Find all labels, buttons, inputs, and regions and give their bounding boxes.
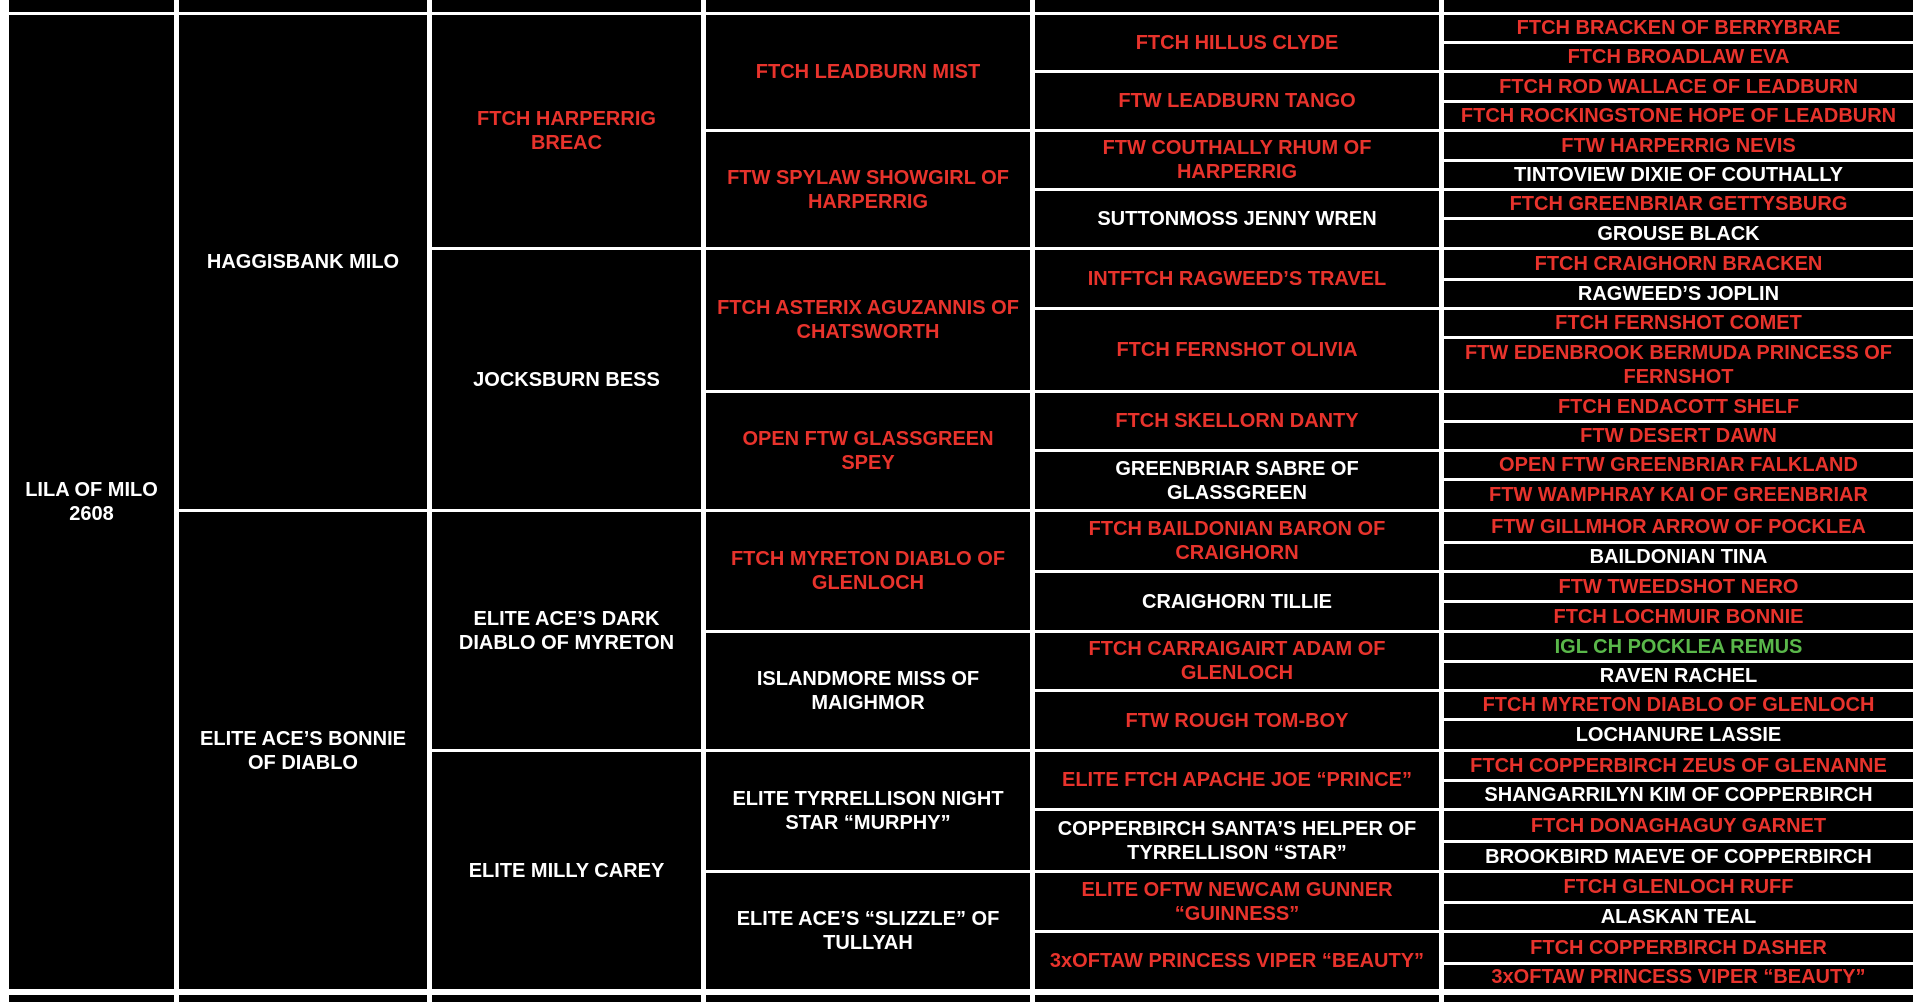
gen5-cell	[1444, 73, 1913, 100]
subject-name: LILA OF MILO 2608	[25, 479, 158, 525]
gen4-name: FTCH FERNSHOT OLIVIA	[1116, 339, 1358, 361]
gen5-name: FTCH GLENLOCH RUFF	[1563, 876, 1794, 898]
gen3-cell	[706, 752, 1030, 870]
gen5-name: BAILDONIAN TINA	[1589, 546, 1768, 568]
gen4-cell	[1035, 692, 1439, 749]
gen5-cell	[1444, 103, 1913, 129]
gen4-cell	[1035, 73, 1439, 129]
gen5-name: ALASKAN TEAL	[1600, 906, 1757, 928]
gen4-name: FTCH HILLUS CLYDE	[1135, 31, 1339, 54]
gen5-name: SHANGARRILYN KIM OF COPPERBIRCH	[1484, 784, 1873, 806]
gen3-cell	[706, 132, 1030, 247]
gen4-cell	[1035, 512, 1439, 570]
gen5-name: FTCH ENDACOTT SHELF	[1557, 395, 1800, 418]
gen4-name: FTCH SKELLORN DANTY	[1115, 410, 1359, 432]
gen5-cell	[1444, 965, 1913, 989]
gen1-cell	[179, 15, 427, 509]
gen5-name: RAGWEED’S JOPLIN	[1577, 283, 1780, 305]
gen4-cell	[1035, 811, 1439, 870]
gen2-cell	[432, 15, 701, 247]
gen5-cell	[1444, 310, 1913, 336]
gen4-name: COPPERBIRCH SANTA’S HELPER OF TYRRELLISON “STAR”	[1057, 817, 1417, 864]
gen5-name: FTCH LOCHMUIR BONNIE	[1553, 605, 1804, 628]
gen2-cell	[432, 512, 701, 749]
gen4-cell	[1035, 752, 1439, 808]
gen4-name: CRAIGHORN TILLIE	[1142, 590, 1332, 613]
gen5-cell	[1444, 904, 1913, 930]
gen3-cell	[706, 393, 1030, 509]
gen4-name: FTCH BAILDONIAN BARON OF CRAIGHORN	[1088, 518, 1386, 564]
gen5-cell	[1444, 721, 1913, 749]
gen5-name: IGL CH POCKLEA REMUS	[1554, 635, 1803, 658]
gen5-name: FTW HARPERRIG NEVIS	[1561, 134, 1796, 157]
gen5-cell	[1444, 811, 1913, 840]
gen3-cell	[706, 633, 1030, 749]
gen5-cell	[1444, 132, 1913, 159]
gen5-name: FTCH CRAIGHORN BRACKEN	[1534, 253, 1823, 275]
gen1-name: ELITE ACE’S BONNIE OF DIABLO	[200, 727, 406, 774]
gen5-cell	[1444, 633, 1913, 660]
gen5-name: FTCH DONAGHAGUY GARNET	[1530, 814, 1827, 837]
gen4-name: FTCH CARRAIGAIRT ADAM OF GLENLOCH	[1088, 638, 1386, 684]
gen5-cell	[1444, 512, 1913, 541]
gen5-cell	[1444, 481, 1913, 509]
gen5-name: RAVEN RACHEL	[1599, 665, 1758, 687]
gen4-cell	[1035, 310, 1439, 390]
gen4-cell	[1035, 573, 1439, 630]
border-strip	[9, 995, 174, 1002]
gen5-name: FTCH BRACKEN OF BERRYBRAE	[1516, 17, 1841, 39]
gen5-cell	[1444, 191, 1913, 217]
border-strip	[179, 995, 427, 1002]
gen5-cell	[1444, 782, 1913, 808]
gen2-name: ELITE MILLY CAREY	[468, 859, 665, 882]
gen5-name: FTW GILLMHOR ARROW OF POCKLEA	[1491, 515, 1866, 538]
gen3-name: FTW SPYLAW SHOWGIRL OF HARPERRIG	[727, 166, 1009, 213]
gen4-cell	[1035, 15, 1439, 70]
gen5-cell	[1444, 603, 1913, 630]
gen4-cell	[1035, 873, 1439, 930]
gen2-name: JOCKSBURN BESS	[473, 368, 660, 391]
gen4-cell	[1035, 933, 1439, 989]
gen5-cell	[1444, 281, 1913, 307]
gen2-name: ELITE ACE’S DARK DIABLO OF MYRETON	[458, 607, 675, 654]
gen5-cell	[1444, 220, 1913, 247]
gen3-name: FTCH ASTERIX AGUZANNIS OF CHATSWORTH	[717, 297, 1019, 343]
border-strip	[706, 995, 1030, 1002]
gen1-cell	[179, 512, 427, 989]
gen4-name: 3xOFTAW PRINCESS VIPER “BEAUTY”	[1049, 950, 1425, 972]
gen4-name: ELITE FTCH APACHE JOE “PRINCE”	[1061, 769, 1413, 791]
gen5-name: FTW WAMPHRAY KAI OF GREENBRIAR	[1489, 484, 1868, 506]
gen5-name: FTW DESERT DAWN	[1580, 425, 1777, 447]
gen3-name: FTCH MYRETON DIABLO OF GLENLOCH	[730, 548, 1006, 594]
gen5-cell	[1444, 573, 1913, 600]
gen4-cell	[1035, 452, 1439, 509]
gen5-name: FTCH GREENBRIAR GETTYSBURG	[1509, 193, 1848, 215]
gen4-name: GREENBRIAR SABRE OF GLASSGREEN	[1115, 457, 1359, 504]
gen3-name: OPEN FTW GLASSGREEN SPEY	[742, 428, 994, 474]
border-strip	[1444, 0, 1913, 12]
gen5-cell	[1444, 339, 1913, 390]
border-strip	[179, 0, 427, 12]
border-strip	[432, 0, 701, 12]
gen3-cell	[706, 873, 1030, 989]
gen2-name: FTCH HARPERRIG BREAC	[477, 108, 656, 154]
gen3-name: ELITE TYRRELLISON NIGHT STAR “MURPHY”	[732, 788, 1004, 834]
gen5-cell	[1444, 393, 1913, 420]
gen5-cell	[1444, 692, 1913, 718]
gen4-name: FTW ROUGH TOM-BOY	[1125, 709, 1349, 732]
gen5-name: FTCH BROADLAW EVA	[1567, 46, 1790, 68]
gen5-name: FTCH ROCKINGSTONE HOPE OF LEADBURN	[1460, 105, 1897, 127]
gen3-cell	[706, 512, 1030, 630]
gen5-name: FTW EDENBROOK BERMUDA PRINCESS OF FERNSHOT	[1464, 341, 1893, 388]
gen3-cell	[706, 15, 1030, 129]
gen5-name: FTCH COPPERBIRCH DASHER	[1530, 936, 1827, 959]
gen4-cell	[1035, 191, 1439, 247]
gen5-cell	[1444, 544, 1913, 570]
gen5-cell	[1444, 452, 1913, 478]
gen5-name: GROUSE BLACK	[1597, 222, 1760, 245]
gen5-name: LOCHANURE LASSIE	[1575, 724, 1782, 746]
gen5-cell	[1444, 423, 1913, 449]
gen5-cell	[1444, 663, 1913, 689]
border-strip	[706, 0, 1030, 12]
gen4-cell	[1035, 250, 1439, 307]
gen3-name: FTCH LEADBURN MIST	[755, 61, 981, 83]
gen4-cell	[1035, 393, 1439, 449]
gen5-name: OPEN FTW GREENBRIAR FALKLAND	[1499, 454, 1858, 476]
gen5-cell	[1444, 15, 1913, 41]
border-strip	[432, 995, 701, 1002]
border-strip	[1035, 995, 1439, 1002]
subject-cell	[9, 15, 174, 989]
border-strip	[9, 0, 174, 12]
gen4-name: FTW COUTHALLY RHUM OF HARPERRIG	[1102, 137, 1372, 183]
gen4-cell	[1035, 132, 1439, 188]
gen3-name: ISLANDMORE MISS OF MAIGHMOR	[756, 668, 980, 714]
gen4-name: ELITE OFTW NEWCAM GUNNER “GUINNESS”	[1081, 878, 1393, 925]
gen5-name: BROOKBIRD MAEVE OF COPPERBIRCH	[1485, 845, 1872, 868]
gen4-name: INTFTCH RAGWEED’S TRAVEL	[1087, 267, 1387, 290]
gen4-name: FTW LEADBURN TANGO	[1118, 90, 1356, 112]
gen2-cell	[432, 752, 701, 989]
gen5-name: FTCH FERNSHOT COMET	[1555, 312, 1802, 334]
gen4-name: SUTTONMOSS JENNY WREN	[1097, 208, 1377, 230]
gen5-cell	[1444, 933, 1913, 962]
gen4-cell	[1035, 633, 1439, 689]
gen1-name: HAGGISBANK MILO	[206, 251, 400, 273]
gen5-name: TINTOVIEW DIXIE OF COUTHALLY	[1514, 164, 1843, 186]
gen3-name: ELITE ACE’S “SLIZZLE” OF TULLYAH	[736, 908, 1000, 954]
gen5-cell	[1444, 162, 1913, 188]
border-strip	[1444, 995, 1913, 1002]
gen3-cell	[706, 250, 1030, 390]
gen5-name: FTCH ROD WALLACE OF LEADBURN	[1499, 75, 1858, 98]
gen2-cell	[432, 250, 701, 509]
gen5-name: 3xOFTAW PRINCESS VIPER “BEAUTY”	[1491, 966, 1866, 988]
border-strip	[1035, 0, 1439, 12]
gen5-cell	[1444, 843, 1913, 870]
gen5-cell	[1444, 873, 1913, 901]
gen5-name: FTW TWEEDSHOT NERO	[1558, 575, 1799, 598]
gen5-name: FTCH COPPERBIRCH ZEUS OF GLENANNE	[1470, 754, 1887, 777]
gen5-name: FTCH MYRETON DIABLO OF GLENLOCH	[1482, 694, 1875, 716]
gen5-cell	[1444, 250, 1913, 278]
gen5-cell	[1444, 752, 1913, 779]
gen5-cell	[1444, 44, 1913, 70]
